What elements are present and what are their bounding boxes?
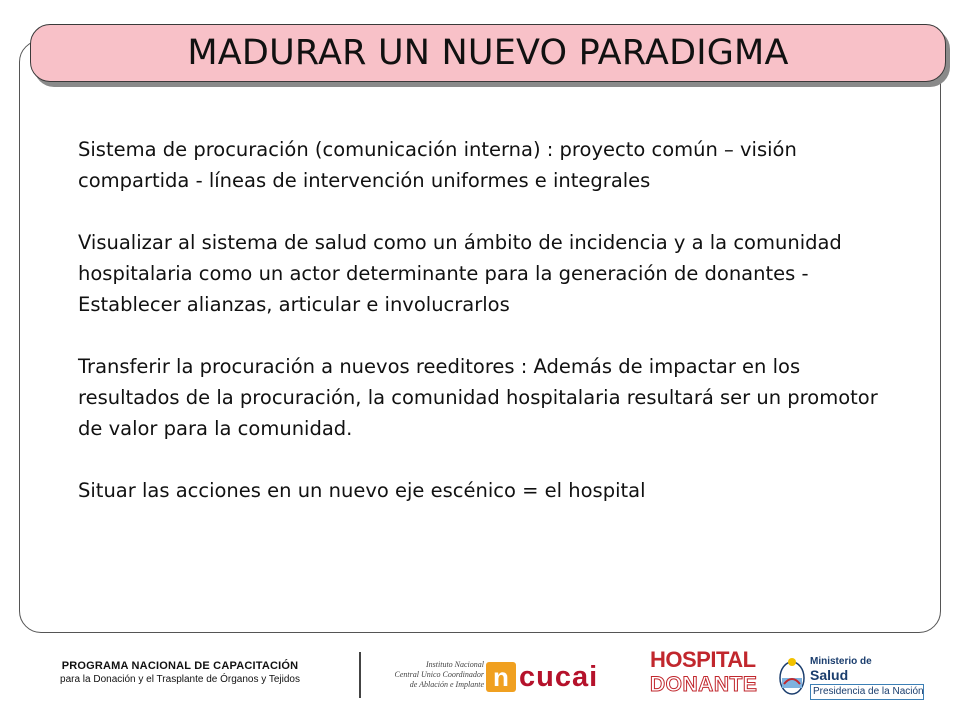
ministerio-logo — [778, 654, 928, 702]
program-title: PROGRAMA NACIONAL DE CAPACITACIÓN — [61, 660, 299, 672]
paragraph-transferir: Transferir la procuración a nuevos reeditores : Además de impactar en los resultados de la procuración, la comunidad hospitalaria resultará ser un promotor de valor para la comunidad. — [78, 355, 878, 440]
hospital-logo-top: HOSPITAL — [650, 647, 756, 672]
footer-divider — [359, 652, 361, 698]
hospital-logo-bottom: DONANTE — [650, 673, 758, 696]
slide-content — [78, 134, 878, 506]
ministerio-line1: Ministerio de — [810, 656, 872, 667]
program-subtitle: para la Donación y el Trasplante de Órganos y Tejidos — [60, 674, 300, 685]
incucai-caption — [392, 660, 484, 690]
paragraph-visualizar: Visualizar al sistema de salud como un ámbito de incidencia y a la comunidad hospitalaria como un actor determinante para la generación de donantes - Establecer alianzas, articular e involucrarlos — [78, 231, 842, 316]
ministerio-line2: Salud — [810, 667, 849, 683]
ministerio-line3: Presidencia de la Nación — [810, 684, 924, 700]
paragraph-procuracion: Sistema de procuración (comunicación interna) : proyecto común – visión compartida - líneas de intervención uniformes e integrales — [78, 138, 797, 192]
incucai-caption-line: de Ablación e Implante — [409, 680, 484, 689]
coat-of-arms-icon — [778, 656, 806, 698]
slide-title: MADURAR UN NUEVO PARADIGMA — [187, 33, 789, 73]
footer-program — [20, 659, 340, 686]
incucai-logo-n: n — [486, 662, 516, 692]
incucai-logo-text: cucai — [519, 661, 599, 693]
hospital-donante-logo — [650, 647, 758, 706]
title-banner — [30, 24, 946, 82]
incucai-logo — [486, 662, 598, 692]
paragraph-situar: Situar las acciones en un nuevo eje escénico = el hospital — [78, 479, 646, 502]
incucai-caption-line: Instituto Nacional — [426, 660, 484, 669]
incucai-caption-line: Central Unico Coordinador — [394, 670, 484, 679]
